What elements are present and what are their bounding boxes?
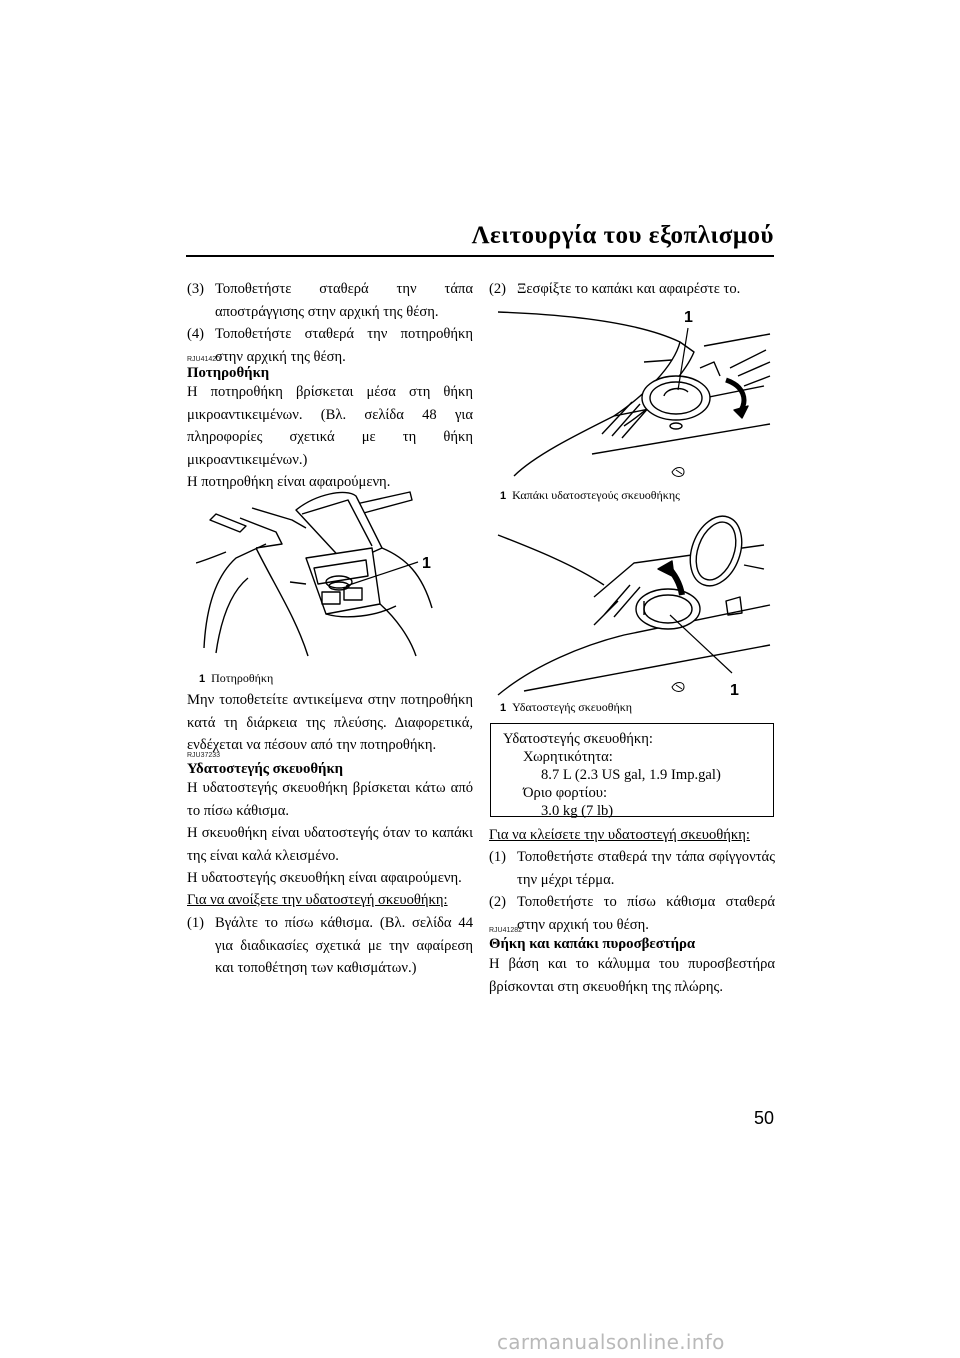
storage-lid-illustration (494, 306, 772, 482)
step-number: (2) (489, 281, 507, 297)
list-item (489, 891, 775, 936)
figure-callout: 1 (684, 309, 693, 326)
cupholder-removable-note: Η ποτηροθήκη είναι αφαιρούμενη. (187, 474, 391, 490)
step-text: Τοποθετήστε σταθερά την ποτηροθήκη στην αρχική της θέση. (215, 326, 473, 365)
storage-location: Η υδατοστεγής σκευοθήκη βρίσκεται κάτω από το πίσω κάθισμα. (187, 780, 473, 819)
close-instructions-title: Για να κλείσετε την υδατοστεγή σκευοθήκη: (489, 827, 750, 843)
storage-compartment-illustration (494, 505, 772, 699)
step-number: (1) (187, 915, 205, 931)
list-item (489, 846, 775, 891)
page-header-title: Λειτουργία του εξοπλισμού (471, 222, 774, 249)
spec-load-value: 3.0 kg (7 lb) (541, 803, 614, 819)
figure-caption (500, 700, 632, 715)
section-heading-cupholder: Ποτηροθήκη (187, 365, 270, 381)
section-code: RJU37233 (187, 752, 221, 759)
step-number: (3) (187, 281, 205, 297)
caption-number: 1 (500, 702, 507, 714)
cupholder-description: Η ποτηροθήκη βρίσκεται μέσα στη θήκη μικροαντικειμένων. (Βλ. σελίδα 48 για πληροφορίες σχετικά με τη θήκη μικροαντικειμένων.) (187, 384, 473, 468)
cupholder-illustration (196, 488, 446, 658)
step-number: (1) (489, 849, 507, 865)
section-code: RJU41420 (187, 356, 221, 363)
step-text: Τοποθετήστε το πίσω κάθισμα σταθερά στην αρχική του θέση. (517, 894, 775, 933)
list-item (489, 278, 775, 301)
step-text: Τοποθετήστε σταθερά την τάπα σφίγγοντάς την μέχρι τέρμα. (517, 849, 775, 888)
list-item (187, 278, 473, 323)
caption-number: 1 (199, 673, 206, 685)
storage-sealed-note: Η σκευοθήκη είναι υδατοστεγής όταν το καπάκι της είναι καλά κλεισμένο. (187, 825, 473, 864)
spec-load-label: Όριο φορτίου: (523, 785, 608, 801)
spec-title: Υδατοστεγής σκευοθήκη: (503, 731, 653, 747)
spec-capacity-label: Χωρητικότητα: (523, 749, 613, 765)
figure-callout: 1 (422, 555, 431, 572)
section-heading-storage: Υδατοστεγής σκευοθήκη (187, 761, 344, 777)
list-item (187, 912, 473, 980)
step-number: (4) (187, 326, 205, 342)
header-divider (186, 255, 774, 257)
watermark: carmanualsonline.info (497, 1330, 725, 1354)
close-steps (489, 846, 775, 936)
spec-capacity-value: 8.7 L (2.3 US gal, 1.9 Imp.gal) (541, 767, 721, 783)
step-text: Τοποθετήστε σταθερά την τάπα αποστράγγισης στην αρχική της θέση. (215, 281, 473, 320)
open-instructions-title: Για να ανοίξετε την υδατοστεγή σκευοθήκη: (187, 892, 448, 908)
figure-caption (199, 671, 273, 686)
storage-removable-note: Η υδατοστεγής σκευοθήκη είναι αφαιρούμενη. (187, 870, 462, 886)
cupholder-warning: Μην τοποθετείτε αντικείμενα στην ποτηροθήκη κατά τη διάρκεια της πλεύσης. Διαφορετικά, ενδέχεται να πέσουν από την ποτηροθήκη. (187, 692, 473, 753)
step-text: Βγάλτε το πίσω κάθισμα. (Βλ. σελίδα 44 για διαδικασίες σχετικά με την αφαίρεση και τοποθέτηση των καθισμάτων.) (215, 915, 473, 976)
step-number: (2) (489, 894, 507, 910)
section-heading-extinguisher: Θήκη και καπάκι πυροσβεστήρα (489, 936, 696, 952)
step-text: Ξεσφίξτε το καπάκι και αφαιρέστε το. (517, 281, 741, 297)
caption-text: Καπάκι υδατοστεγούς σκευοθήκης (512, 488, 680, 502)
caption-number: 1 (500, 490, 507, 502)
specification-box (490, 723, 774, 817)
right-step-2 (489, 278, 775, 301)
page-number: 50 (753, 1108, 774, 1128)
figure-callout: 1 (730, 682, 739, 699)
caption-text: Ποτηροθήκη (211, 671, 274, 685)
left-steps (187, 278, 473, 368)
list-item (187, 323, 473, 368)
figure-caption (500, 488, 680, 503)
open-steps (187, 912, 473, 980)
section-code: RJU41282 (489, 927, 523, 934)
extinguisher-description: Η βάση και το κάλυμμα του πυροσβεστήρα βρίσκονται στη σκευοθήκη της πλώρης. (489, 956, 775, 995)
caption-text: Υδατοστεγής σκευοθήκη (512, 700, 633, 714)
